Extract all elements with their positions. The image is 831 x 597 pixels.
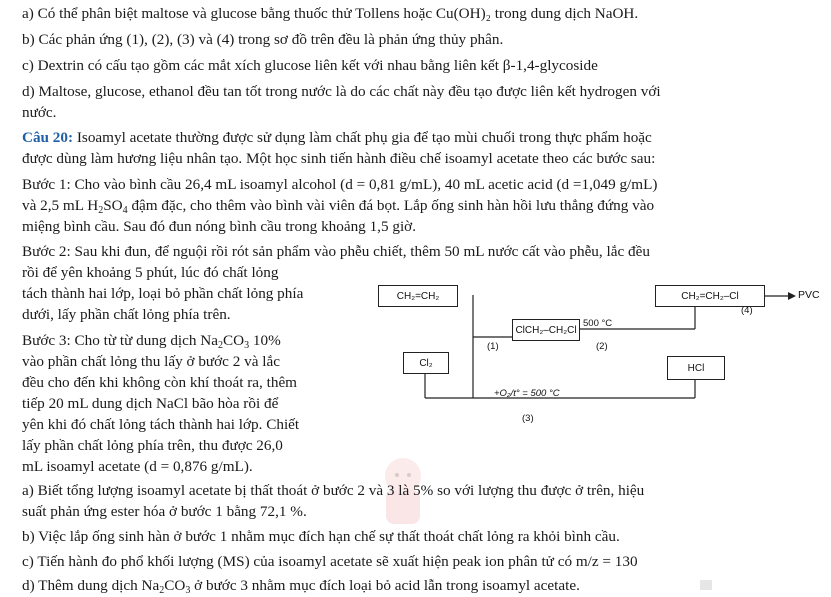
condition-500c-label: 500 °C xyxy=(583,318,613,329)
step1-l2b: SO xyxy=(103,197,123,214)
step3-line2: vào phần chất lỏng thu lấy ở bước 2 và lắc xyxy=(22,353,280,370)
statement-d-cont: nước. xyxy=(22,104,57,121)
step2-line3: tách thành hai lớp, loại bỏ phần chất lỏng phía xyxy=(22,285,304,302)
step4-label: (4) xyxy=(741,305,753,316)
answer-d xyxy=(22,576,580,595)
small-gray-square-icon xyxy=(700,580,712,590)
step3-line7: mL isoamyl acetate (d = 0,876 g/mL). xyxy=(22,458,253,475)
answer-d-sub2: 3 xyxy=(185,585,191,596)
statement-a: a) Có thể phân biệt maltose và glucose bằng thuốc thử Tollens hoặc Cu(OH)₂ trong dung dịch NaOH. xyxy=(22,5,639,22)
answer-d-c: ở bước 3 nhằm mục đích loại bỏ acid lẫn trong isoamyl acetate. xyxy=(190,577,580,594)
step2-label: (2) xyxy=(596,341,608,352)
step2-line2: rồi để yên khoảng 5 phút, lúc đó chất lỏng xyxy=(22,264,279,281)
step3-label: (3) xyxy=(522,413,534,424)
answer-d-sub1: 2 xyxy=(159,585,165,596)
step3-l1c: 10% xyxy=(249,332,281,349)
step1-label: (1) xyxy=(487,341,499,352)
step2-line4: dưới, lấy phần chất lỏng phía trên. xyxy=(22,306,231,323)
answer-b: b) Việc lắp ống sinh hàn ở bước 1 nhằm mục đích hạn chế sự thất thoát chất lỏng ra khỏi bình cầu. xyxy=(22,528,620,545)
step1-l2c: đậm đặc, cho thêm vào bình vài viên đá bọt. Lắp ống sinh hàn hồi lưu thẳng đứng vào xyxy=(127,197,655,214)
step1-line1: Bước 1: Cho vào bình cầu 26,4 mL isoamyl alcohol (d = 0,81 g/mL), 40 mL acetic acid (d =1,049 g/mL) xyxy=(22,176,658,193)
answer-c: c) Tiến hành đo phổ khối lượng (MS) của isoamyl acetate sẽ xuất hiện peak ion phân tử có m/z = 130 xyxy=(22,553,638,570)
oxychlorination-condition-label: +O₂/t° = 500 °C xyxy=(494,388,560,399)
vinyl-chloride-box: CH₂=CH₂–Cl xyxy=(655,285,765,307)
step3-line5: yên khi đó chất lỏng tách thành hai lớp. Chiết xyxy=(22,416,300,433)
step3-line4: tiếp 20 mL dung dịch NaCl bão hòa rồi để xyxy=(22,395,279,412)
step1-sub2: 4 xyxy=(122,205,128,216)
pvc-label: PVC xyxy=(798,289,820,301)
statement-d: d) Maltose, glucose, ethanol đều tan tốt trong nước là do các chất này đều tạo được liên kết hydrogen với xyxy=(22,83,661,100)
step3-l1a: Bước 3: Cho từ từ dung dịch Na xyxy=(22,332,218,349)
step3-sub1: 2 xyxy=(217,340,223,351)
step1-line3: miệng bình cầu. Sau đó đun nóng bình cầu trong khoảng 1,5 giờ. xyxy=(22,218,416,235)
statement-c: c) Dextrin có cấu tạo gồm các mắt xích glucose liên kết với nhau bằng liên kết β-1,4-glycoside xyxy=(22,57,598,74)
step1-sub1: 2 xyxy=(98,205,104,216)
question-label: Câu 20: xyxy=(22,129,74,146)
statement-b: b) Các phản ứng (1), (2), (3) và (4) trong sơ đồ trên đều là phản ứng thủy phân. xyxy=(22,31,504,48)
dichloroethane-box: ClCH₂–CH₂Cl xyxy=(512,319,580,341)
step1-l2a: và 2,5 mL H xyxy=(22,197,99,214)
answer-a-line2: suất phản ứng ester hóa ở bước 1 bằng 72,1 %. xyxy=(22,503,307,520)
step3-sub2: 3 xyxy=(244,340,250,351)
answer-d-b: CO xyxy=(164,577,186,594)
chlorine-box: Cl₂ xyxy=(403,352,449,374)
question-text-1: Isoamyl acetate thường được sử dụng làm chất phụ gia để tạo mùi chuối trong thực phẩm hoặc xyxy=(73,129,652,146)
question-20-line2: được dùng làm hương liệu nhân tạo. Một học sinh tiến hành điều chế isoamyl acetate theo các bước sau: xyxy=(22,150,656,167)
answer-a-line1: a) Biết tổng lượng isoamyl acetate bị thất thoát ở bước 2 và 3 là 5% so với lượng thu được ở trên, hiệu xyxy=(22,482,645,499)
step3-line6: lấy phần chất lỏng phía trên, thu được 26,0 xyxy=(22,437,283,454)
step2-line1: Bước 2: Sau khi đun, để nguội rồi rót sản phẩm vào phễu chiết, thêm 50 mL nước cất vào phễu, lắc đều xyxy=(22,243,650,260)
ethylene-box: CH₂=CH₂ xyxy=(378,285,458,307)
step3-line3: đều cho đến khi không còn khí thoát ra, thêm xyxy=(22,374,297,391)
answer-d-a: d) Thêm dung dịch Na xyxy=(22,577,160,594)
step3-l1b: CO xyxy=(222,332,245,349)
hcl-box: HCl xyxy=(667,356,725,380)
